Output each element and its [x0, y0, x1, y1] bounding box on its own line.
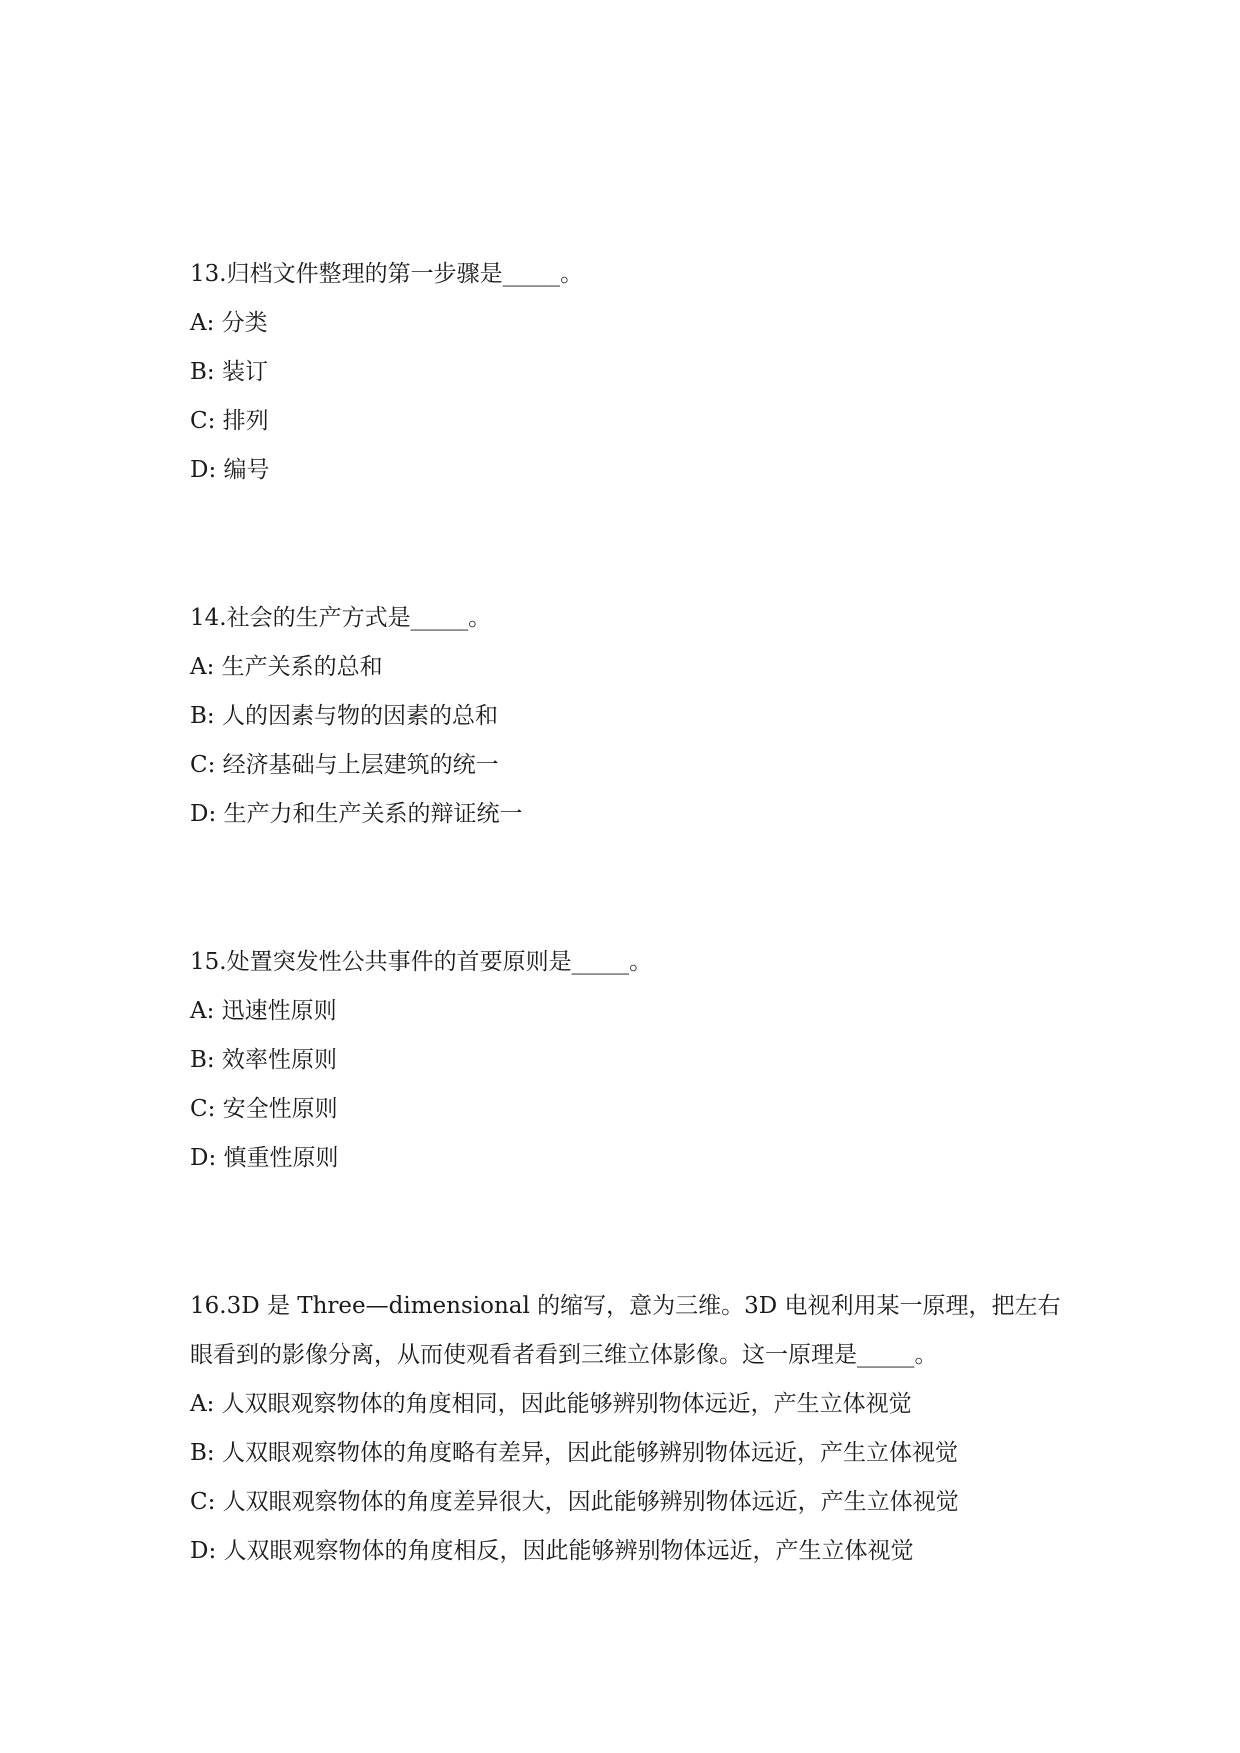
option-b: B: 装订	[190, 359, 268, 385]
option-a: A: 生产关系的总和	[190, 654, 383, 680]
option-d: D: 人双眼观察物体的角度相反，因此能够辨别物体远近，产生立体视觉	[190, 1538, 914, 1564]
option-b: B: 人双眼观察物体的角度略有差异，因此能够辨别物体远近，产生立体视觉	[190, 1440, 958, 1466]
question-13	[190, 250, 1070, 495]
question-15	[190, 938, 1070, 1183]
option-a: A: 分类	[190, 310, 268, 336]
option-d: D: 编号	[190, 457, 270, 483]
option-c: C: 人双眼观察物体的角度差异很大，因此能够辨别物体远近，产生立体视觉	[190, 1489, 959, 1515]
option-c: C: 经济基础与上层建筑的统一	[190, 752, 499, 778]
question-stem: 13.归档文件整理的第一步骤是_____。	[190, 261, 584, 287]
option-a: A: 迅速性原则	[190, 998, 337, 1024]
option-b: B: 人的因素与物的因素的总和	[190, 703, 498, 729]
option-d: D: 慎重性原则	[190, 1145, 339, 1171]
question-stem: 15.处置突发性公共事件的首要原则是_____。	[190, 949, 653, 975]
question-stem: 16.3D 是 Three—dimensional 的缩写，意为三维。3D 电视利用某一原理，把左右眼看到的影像分离，从而使观看者看到三维立体影像。这一原理是_____。	[190, 1293, 1061, 1368]
option-d: D: 生产力和生产关系的辩证统一	[190, 801, 523, 827]
option-a: A: 人双眼观察物体的角度相同，因此能够辨别物体远近，产生立体视觉	[190, 1391, 912, 1417]
question-stem: 14.社会的生产方式是_____。	[190, 605, 492, 631]
question-14	[190, 594, 1070, 839]
option-c: C: 排列	[190, 408, 269, 434]
option-c: C: 安全性原则	[190, 1096, 338, 1122]
option-b: B: 效率性原则	[190, 1047, 337, 1073]
question-16	[190, 1282, 1070, 1576]
